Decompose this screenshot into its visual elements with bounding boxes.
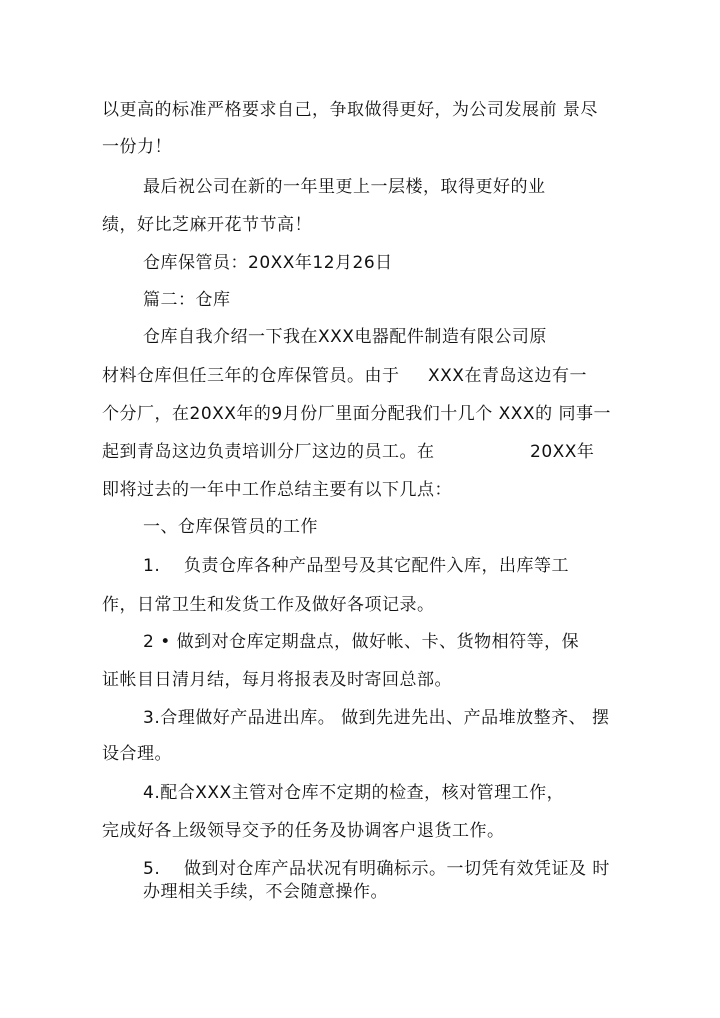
text-line: 最后祝公司在新的一年里更上一层楼，取得更好的业 — [143, 177, 546, 197]
text-line: 一份力！ — [102, 137, 172, 157]
text-line: 负责仓库各种产品型号及其它配件入库，出库等工 — [184, 556, 569, 576]
text-line: 材料仓库但任三年的仓库保管员。由于 — [102, 366, 400, 386]
text-line: 3.合理做好产品进出库。 做到先进先出、产品堆放整齐、 摆 — [143, 708, 610, 728]
list-number: 5. — [143, 859, 161, 879]
list-number: 1. — [143, 556, 161, 576]
text-line: 以更高的标准严格要求自己，争取做得更好，为公司发展前 景尽 — [102, 100, 598, 120]
text-line: 4.配合XXX主管对仓库不定期的检查，核对管理工作， — [143, 783, 565, 803]
text-line: 个分厂，在20XX年的9月份厂里面分配我们十几个 XXX的 同事一 — [102, 404, 611, 424]
text-line: 办理相关手续，不会随意操作。 — [143, 882, 388, 902]
text-line: 仓库保管员：20XX年12月26日 — [143, 253, 393, 273]
text-line: 即将过去的一年中工作总结主要有以下几点： — [102, 480, 452, 500]
text-line: 篇二：仓库 — [143, 290, 231, 310]
text-line: 20XX年 — [530, 442, 595, 462]
text-line: 做到对仓库产品状况有明确标示。一切凭有效凭证及 时 — [184, 859, 610, 879]
text-line: 作，日常卫生和发货工作及做好各项记录。 — [102, 595, 435, 615]
text-line: 起到青岛这边负责培训分厂这边的员工。在 — [102, 442, 435, 462]
text-line: XXX在青岛这边有一 — [428, 366, 587, 386]
text-line: 仓库自我介绍一下我在XXX电器配件制造有限公司原 — [143, 327, 547, 347]
text-line: 2 • 做到对仓库定期盘点，做好帐、卡、货物相符等，保 — [143, 632, 580, 652]
text-line: 完成好各上级领导交予的任务及协调客户退货工作。 — [102, 821, 505, 841]
text-line: 设合理。 — [102, 744, 172, 764]
text-line: 一、仓库保管员的工作 — [143, 517, 318, 537]
text-line: 证帐目日清月结，每月将报表及时寄回总部。 — [102, 670, 452, 690]
text-line: 绩，好比芝麻开花节节高！ — [102, 215, 312, 235]
